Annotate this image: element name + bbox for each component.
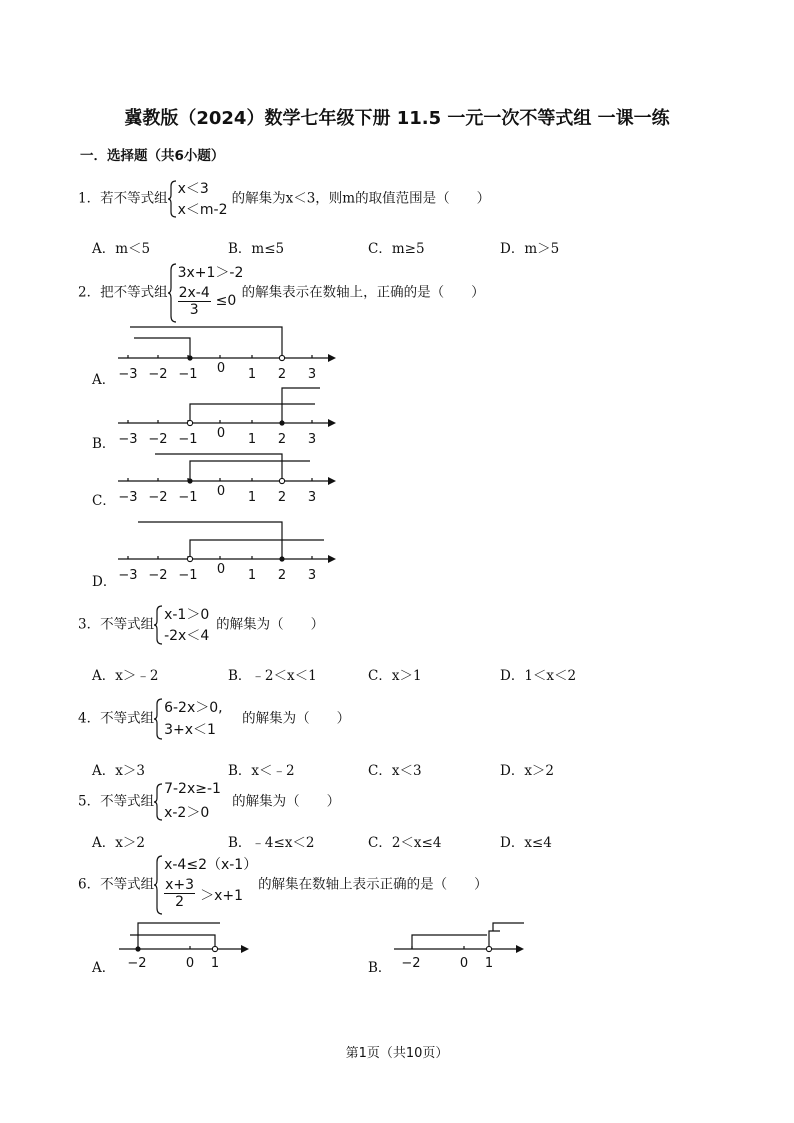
fraction-denominator: 3 xyxy=(189,302,199,318)
tick-label: 0 xyxy=(216,426,226,441)
tick-label: 0 xyxy=(216,562,226,577)
question-1 xyxy=(78,180,490,218)
question-text-pre: 不等式组 xyxy=(100,710,155,727)
question-text-post: 的解集为x＜3，则m的取值范围是（ ） xyxy=(231,190,491,207)
question-text-post: 的解集为（ ） xyxy=(242,710,351,727)
option-c: C．2＜x≤4 xyxy=(368,835,442,851)
tick-label: 2 xyxy=(277,432,287,447)
document-title: 冀教版（2024）数学七年级下册 11.5 一元一次不等式组 一课一练 xyxy=(124,108,670,129)
option-c: C．x＜3 xyxy=(368,763,422,779)
question-text-pre: 不等式组 xyxy=(100,876,155,893)
system-line-2: x＜m-2 xyxy=(177,202,228,218)
option-b: B．m≤5 xyxy=(228,241,285,257)
number-line-b xyxy=(110,386,340,448)
question-text-pre: 不等式组 xyxy=(100,793,155,810)
number-line-c xyxy=(110,448,340,506)
tick-label: 1 xyxy=(247,432,257,447)
option-a: A．x＞2 xyxy=(92,835,145,851)
brace-icon xyxy=(168,263,178,323)
option-a: A．m＜5 xyxy=(92,241,151,257)
system-line-1: x-1＞0 xyxy=(164,607,210,623)
tick-label: 3 xyxy=(307,432,317,447)
inequality-system xyxy=(154,855,258,915)
inequality-system xyxy=(168,263,242,323)
question-3 xyxy=(78,605,324,645)
tick-label: −1 xyxy=(178,568,198,583)
question-number: 4． xyxy=(78,710,101,727)
tick-label: −1 xyxy=(178,490,198,505)
system-line-1: 3x+1＞-2 xyxy=(177,265,244,281)
fraction-numerator: 2x-4 xyxy=(178,285,210,301)
inequality-system xyxy=(168,180,232,218)
number-line-d xyxy=(110,517,340,585)
brace-icon xyxy=(154,855,164,915)
fraction-denominator: 2 xyxy=(175,894,185,910)
question-text-post: 的解集在数轴上表示正确的是（ ） xyxy=(258,876,488,893)
fraction-numerator: x+3 xyxy=(165,877,195,893)
system-line-1: x＜3 xyxy=(177,181,209,197)
tick-label: −3 xyxy=(118,490,138,505)
fraction-relation: ≤0 xyxy=(215,293,237,309)
tick-label: −2 xyxy=(127,956,147,971)
system-line-1: 6-2x＞0, xyxy=(164,700,223,716)
question-2 xyxy=(78,263,485,323)
tick-label: 3 xyxy=(307,367,317,382)
tick-label: 0 xyxy=(216,484,226,499)
tick-label: −2 xyxy=(148,490,168,505)
tick-label: 1 xyxy=(247,367,257,382)
brace-icon xyxy=(154,698,164,740)
tick-label: −2 xyxy=(148,568,168,583)
question-text-post: 的解集为（ ） xyxy=(216,616,325,633)
tick-label: 1 xyxy=(210,956,220,971)
option-b: B．x＜﹣2 xyxy=(228,763,295,779)
question-number: 2． xyxy=(78,284,101,301)
option-c-label: C． xyxy=(92,493,116,509)
tick-label: −3 xyxy=(118,568,138,583)
option-a-label: A． xyxy=(92,372,116,388)
brace-icon xyxy=(168,180,178,218)
system-line-1: x-4≤2（x-1） xyxy=(164,857,258,873)
tick-label: 2 xyxy=(277,568,287,583)
system-line-2: 3+x＜1 xyxy=(164,722,216,738)
inequality-system xyxy=(154,783,232,821)
question-number: 3． xyxy=(78,616,101,633)
fraction xyxy=(164,877,195,910)
option-b-label: B． xyxy=(368,960,392,976)
question-number: 5． xyxy=(78,793,101,810)
inequality-system xyxy=(154,698,242,740)
tick-label: −3 xyxy=(118,432,138,447)
question-number: 6． xyxy=(78,876,101,893)
option-a: A．x＞﹣2 xyxy=(92,668,159,684)
inequality-system xyxy=(154,605,216,645)
tick-label: 1 xyxy=(484,956,494,971)
tick-label: −1 xyxy=(178,367,198,382)
brace-icon xyxy=(154,605,164,645)
question-text-pre: 把不等式组 xyxy=(100,284,168,301)
tick-label: 2 xyxy=(277,490,287,505)
number-line-a xyxy=(110,323,340,385)
number-line-q6-a xyxy=(115,917,255,973)
option-d: D．x＞2 xyxy=(500,763,555,779)
page-footer: 第1页（共10页） xyxy=(345,1046,449,1061)
question-text-pre: 不等式组 xyxy=(100,616,155,633)
tick-label: −3 xyxy=(118,367,138,382)
tick-label: −2 xyxy=(401,956,421,971)
option-c: C．m≥5 xyxy=(368,241,425,257)
brace-icon xyxy=(154,783,164,821)
option-d: D．m＞5 xyxy=(500,241,560,257)
tick-label: −1 xyxy=(178,432,198,447)
option-d: D．1＜x＜2 xyxy=(500,668,577,684)
option-d: D．x≤4 xyxy=(500,835,552,851)
system-line-2: -2x＜4 xyxy=(164,628,210,644)
fraction xyxy=(178,285,211,318)
tick-label: 1 xyxy=(247,568,257,583)
tick-label: 3 xyxy=(307,490,317,505)
tick-label: −2 xyxy=(148,432,168,447)
fraction-relation: ＞x+1 xyxy=(200,888,244,904)
question-4 xyxy=(78,698,350,740)
option-a: A．x＞3 xyxy=(92,763,145,779)
question-text-pre: 若不等式组 xyxy=(100,190,168,207)
question-5 xyxy=(78,783,340,821)
system-line-1: 7-2x≥-1 xyxy=(164,781,221,797)
option-a-label: A． xyxy=(92,960,116,976)
section-heading: 一．选择题（共6小题） xyxy=(80,148,225,164)
option-b: B．﹣4≤x＜2 xyxy=(228,835,315,851)
number-line-q6-b xyxy=(390,917,530,973)
option-c: C．x＞1 xyxy=(368,668,422,684)
tick-label: 3 xyxy=(307,568,317,583)
tick-label: 2 xyxy=(277,367,287,382)
question-6 xyxy=(78,855,488,915)
tick-label: 0 xyxy=(185,956,195,971)
tick-label: 0 xyxy=(216,361,226,376)
option-b: B．﹣2＜x＜1 xyxy=(228,668,317,684)
tick-label: 0 xyxy=(459,956,469,971)
question-text-post: 的解集表示在数轴上，正确的是（ ） xyxy=(241,284,485,301)
tick-label: −2 xyxy=(148,367,168,382)
option-d-label: D． xyxy=(92,574,117,590)
tick-label: 1 xyxy=(247,490,257,505)
system-line-2: x-2＞0 xyxy=(164,805,210,821)
question-text-post: 的解集为（ ） xyxy=(232,793,341,810)
option-b-label: B． xyxy=(92,436,116,452)
question-number: 1． xyxy=(78,190,101,207)
